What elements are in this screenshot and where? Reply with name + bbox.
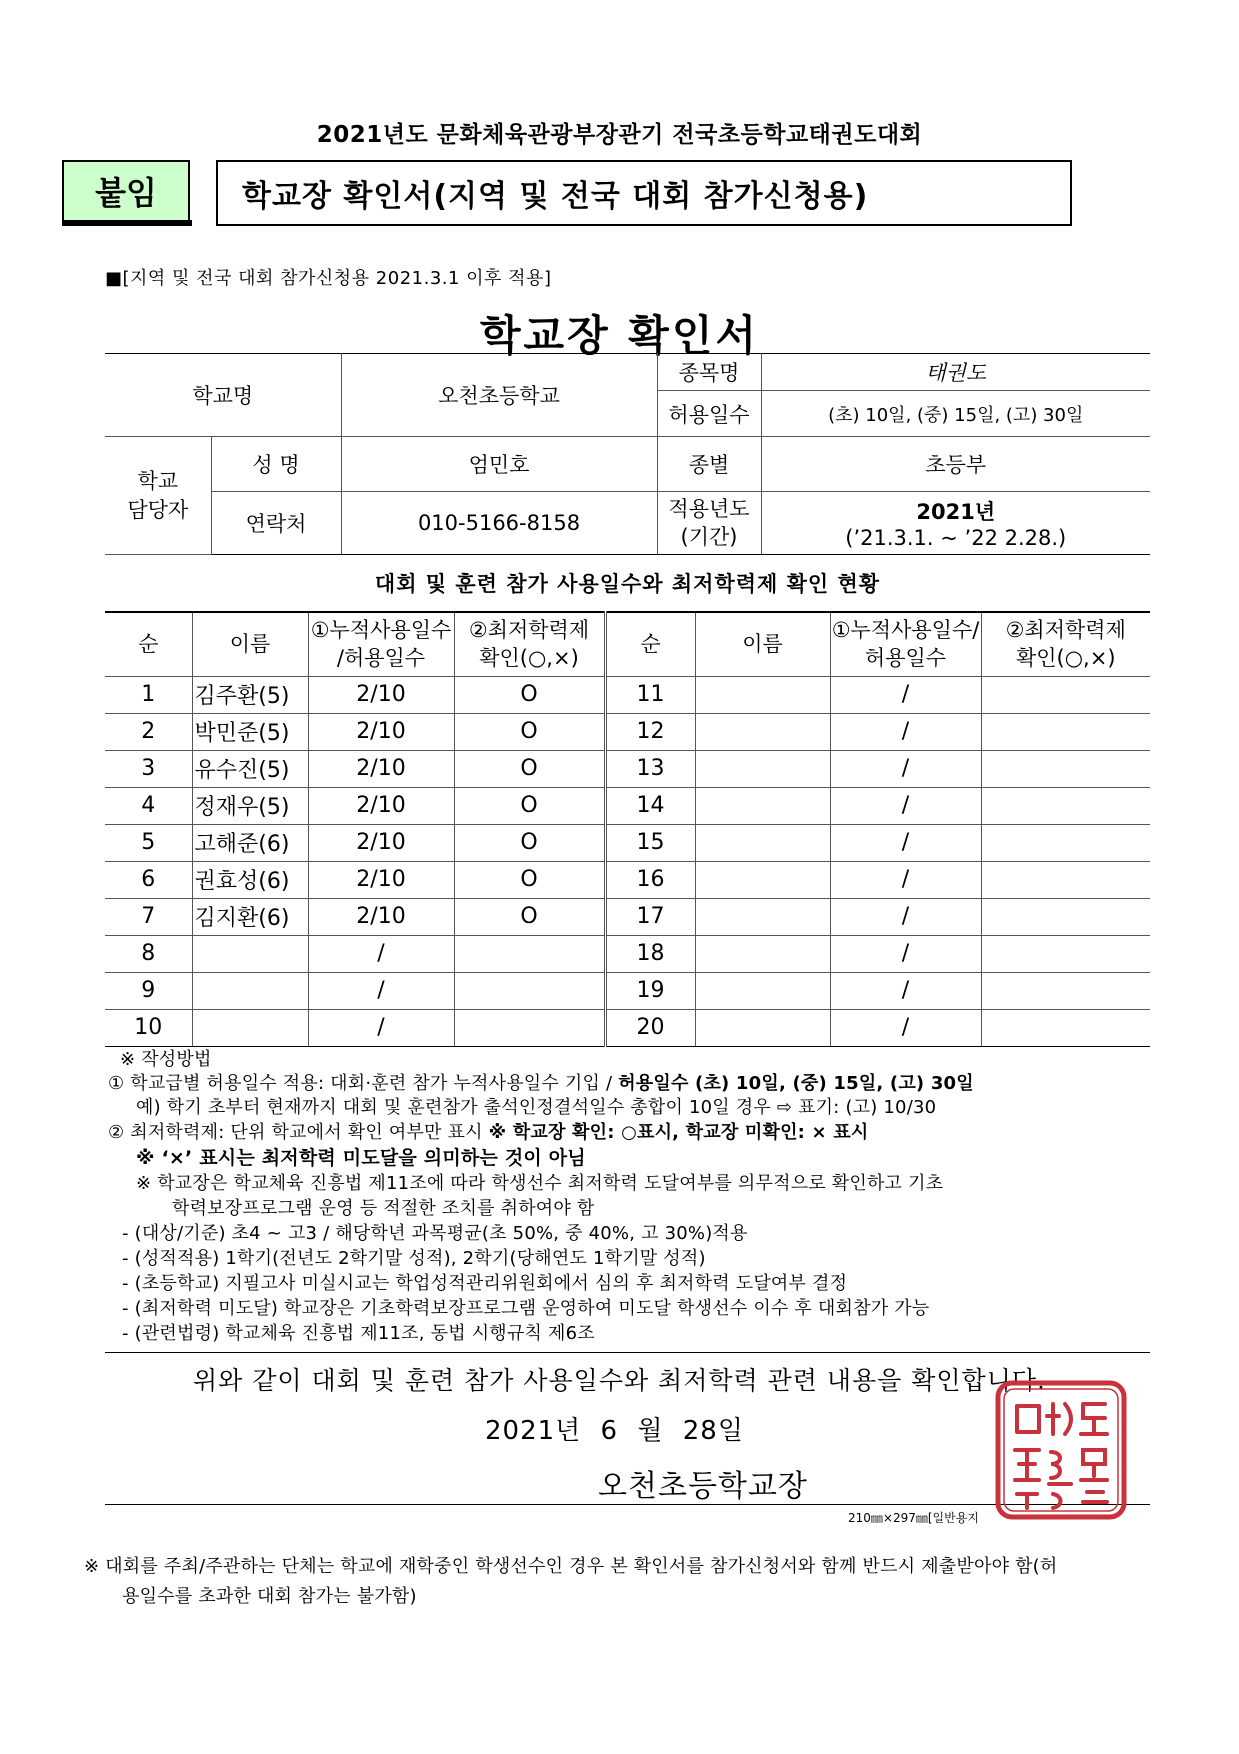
row-name: 박민준(5)	[192, 713, 308, 750]
table-row	[105, 972, 1150, 1009]
table-row	[105, 713, 1150, 750]
table-row	[105, 898, 1150, 935]
row-name	[192, 1009, 308, 1046]
contact-value: 010-5166-8158	[341, 492, 657, 555]
row-name	[695, 787, 830, 824]
row-days: /	[308, 935, 454, 972]
row-no: 6	[105, 861, 192, 898]
row-days: /	[830, 750, 981, 787]
row-no: 12	[605, 713, 695, 750]
header-check: ②최저학력제 확인(○,×)	[454, 612, 605, 676]
table-row	[105, 750, 1150, 787]
name-label: 성 명	[211, 437, 341, 492]
main-title: 학교장 확인서	[479, 311, 760, 360]
row-check: O	[454, 676, 605, 713]
row-days: /	[830, 787, 981, 824]
row-no: 14	[605, 787, 695, 824]
division-label: 종별	[657, 437, 761, 492]
year-value: 2021년	[916, 500, 996, 524]
row-days: /	[308, 1009, 454, 1046]
allowed-value: (초) 10일, (중) 15일, (고) 30일	[761, 391, 1150, 437]
row-name	[695, 824, 830, 861]
footer-line-1: ※ 대회를 주최/주관하는 단체는 학교에 재학중인 학생선수인 경우 본 확인서를 참가신청서와 함께 반드시 제출받아야 함(허	[84, 1556, 1058, 1577]
school-label: 학교명	[105, 354, 341, 437]
note-2-text: ② 최저학력제: 단위 학교에서 확인 여부만 표시	[108, 1122, 489, 1143]
row-check: O	[454, 713, 605, 750]
table-row	[105, 787, 1150, 824]
row-no: 10	[105, 1009, 192, 1046]
school-value: 오천초등학교	[341, 354, 657, 437]
row-name	[695, 935, 830, 972]
note-2-bold: ※ 학교장 확인: ○표시, 학교장 미확인: × 표시	[488, 1122, 869, 1143]
table-row	[105, 935, 1150, 972]
note-1	[108, 1069, 974, 1095]
row-days: /	[830, 676, 981, 713]
row-no: 2	[105, 713, 192, 750]
row-check	[981, 1009, 1150, 1046]
row-no: 15	[605, 824, 695, 861]
note-3: ※ ‘×’ 표시는 최저학력 미도달을 의미하는 것이 아님	[136, 1147, 586, 1169]
row-days: 2/10	[308, 824, 454, 861]
row-no: 13	[605, 750, 695, 787]
row-no: 9	[105, 972, 192, 1009]
allowed-label: 허용일수	[657, 391, 761, 437]
row-days: /	[830, 935, 981, 972]
sign-school: 오천초등학교장	[598, 1469, 808, 1504]
row-check	[981, 676, 1150, 713]
row-days: /	[308, 972, 454, 1009]
row-no: 1	[105, 676, 192, 713]
year-cell	[761, 492, 1150, 555]
row-no: 8	[105, 935, 192, 972]
row-no: 20	[605, 1009, 695, 1046]
row-no: 5	[105, 824, 192, 861]
row-name: 정재우(5)	[192, 787, 308, 824]
detail-4: - (최저학력 미도달) 학교장은 기초학력보장프로그램 운영하여 미도달 학생선수 이수 후 대회참가 가능	[122, 1298, 930, 1319]
row-days: 2/10	[308, 676, 454, 713]
row-days: 2/10	[308, 898, 454, 935]
school-seal-icon	[995, 1380, 1127, 1520]
row-check: O	[454, 750, 605, 787]
note-1-bold: 허용일수 (초) 10일, (중) 15일, (고) 30일	[618, 1073, 974, 1094]
row-name	[695, 676, 830, 713]
footer-line-2: 용일수를 초과한 대회 참가는 불가함)	[122, 1586, 417, 1607]
row-name	[192, 935, 308, 972]
row-days: 2/10	[308, 787, 454, 824]
divider	[105, 1352, 1150, 1353]
attachment-badge: 붙임	[62, 160, 190, 222]
row-check	[981, 750, 1150, 787]
row-check	[981, 935, 1150, 972]
row-name	[695, 713, 830, 750]
note-4b: 학력보장프로그램 운영 등 적절한 조치를 취하여야 함	[172, 1198, 595, 1219]
detail-3: - (초등학교) 지필고사 미실시교는 학업성적관리위원회에서 심의 후 최저학력 도달여부 결정	[122, 1273, 848, 1294]
header-no: 순	[605, 612, 695, 676]
sport-value: 태권도	[761, 354, 1150, 391]
row-name: 김주환(5)	[192, 676, 308, 713]
row-no: 3	[105, 750, 192, 787]
paper-size: 210㎜×297㎜[일반용지	[848, 1511, 979, 1525]
row-check	[981, 972, 1150, 1009]
row-check	[981, 713, 1150, 750]
row-no: 11	[605, 676, 695, 713]
sign-date: 2021년 6 월 28일	[485, 1416, 744, 1446]
row-check	[981, 824, 1150, 861]
header-check: ②최저학력제 확인(○,×)	[981, 612, 1150, 676]
table-row	[105, 1009, 1150, 1046]
row-days: /	[830, 898, 981, 935]
note-1-text: ① 학교급별 허용일수 적용: 대회·훈련 참가 누적사용일수 기입 /	[108, 1073, 619, 1094]
row-days: 2/10	[308, 713, 454, 750]
row-name: 유수진(5)	[192, 750, 308, 787]
detail-1: - (대상/기준) 초4 ~ 고3 / 해당학년 과목평균(초 50%, 중 40%, 고 30%)적용	[122, 1223, 748, 1244]
row-days: /	[830, 824, 981, 861]
info-table	[105, 353, 1150, 555]
event-title: 2021년도 문화체육관광부장관기 전국초등학교태권도대회	[316, 122, 923, 148]
row-name: 고해준(6)	[192, 824, 308, 861]
header-name: 이름	[192, 612, 308, 676]
contact-label: 연락처	[211, 492, 341, 555]
name-value: 엄민호	[341, 437, 657, 492]
detail-2: - (성적적용) 1학기(전년도 2학기말 성적), 2학기(당해연도 1학기말 성적)	[122, 1248, 706, 1269]
manager-label: 학교 담당자	[105, 437, 211, 555]
row-days: /	[830, 972, 981, 1009]
row-check	[981, 787, 1150, 824]
row-name	[695, 972, 830, 1009]
row-check: O	[454, 898, 605, 935]
row-check	[454, 935, 605, 972]
note-4a: ※ 학교장은 학교체육 진흥법 제11조에 따라 학생선수 최저학력 도달여부를 의무적으로 확인하고 기초	[136, 1173, 944, 1194]
apply-note: ■[지역 및 전국 대회 참가신청용 2021.3.1 이후 적용]	[105, 268, 552, 289]
header-name: 이름	[695, 612, 830, 676]
sport-label: 종목명	[657, 354, 761, 391]
row-check	[454, 972, 605, 1009]
table-row	[105, 861, 1150, 898]
row-name: 김지환(6)	[192, 898, 308, 935]
row-days: /	[830, 713, 981, 750]
period-value: (’21.3.1. ~ ’22 2.28.)	[845, 526, 1067, 550]
row-name	[695, 898, 830, 935]
row-no: 7	[105, 898, 192, 935]
header-days: ①누적사용일수 /허용일수	[308, 612, 454, 676]
row-days: /	[830, 861, 981, 898]
row-no: 16	[605, 861, 695, 898]
year-label: 적용년도 (기간)	[657, 492, 761, 555]
row-check: O	[454, 861, 605, 898]
table-row	[105, 824, 1150, 861]
row-name	[695, 750, 830, 787]
row-name	[695, 861, 830, 898]
row-days: 2/10	[308, 861, 454, 898]
note-1-example: 예) 학기 초부터 현재까지 대회 및 훈련참가 출석인정결석일수 총합이 10일 경우 ⇨ 표기: (고) 10/30	[136, 1097, 937, 1118]
row-name	[192, 972, 308, 1009]
header-no: 순	[105, 612, 192, 676]
detail-5: - (관련법령) 학교체육 진흥법 제11조, 동법 시행규칙 제6조	[122, 1323, 595, 1344]
division-value: 초등부	[761, 437, 1150, 492]
row-check: O	[454, 824, 605, 861]
row-days: 2/10	[308, 750, 454, 787]
row-no: 18	[605, 935, 695, 972]
roster-table	[105, 611, 1150, 1047]
row-name	[695, 1009, 830, 1046]
confirmation-text: 위와 같이 대회 및 훈련 참가 사용일수와 최저학력 관련 내용을 확인합니다.	[193, 1366, 1046, 1395]
notes-heading: ※ 작성방법	[120, 1049, 212, 1070]
row-check	[454, 1009, 605, 1046]
row-check	[981, 861, 1150, 898]
table-row	[105, 676, 1150, 713]
header-days: ①누적사용일수/ 허용일수	[830, 612, 981, 676]
row-no: 19	[605, 972, 695, 1009]
row-name: 권효성(6)	[192, 861, 308, 898]
row-no: 4	[105, 787, 192, 824]
signature-line	[105, 1504, 1150, 1505]
row-days: /	[830, 1009, 981, 1046]
status-title: 대회 및 훈련 참가 사용일수와 최저학력제 확인 현황	[374, 572, 881, 596]
row-check	[981, 898, 1150, 935]
document-name: 학교장 확인서(지역 및 전국 대회 참가신청용)	[216, 160, 1072, 226]
row-check: O	[454, 787, 605, 824]
row-no: 17	[605, 898, 695, 935]
note-2	[108, 1118, 868, 1144]
